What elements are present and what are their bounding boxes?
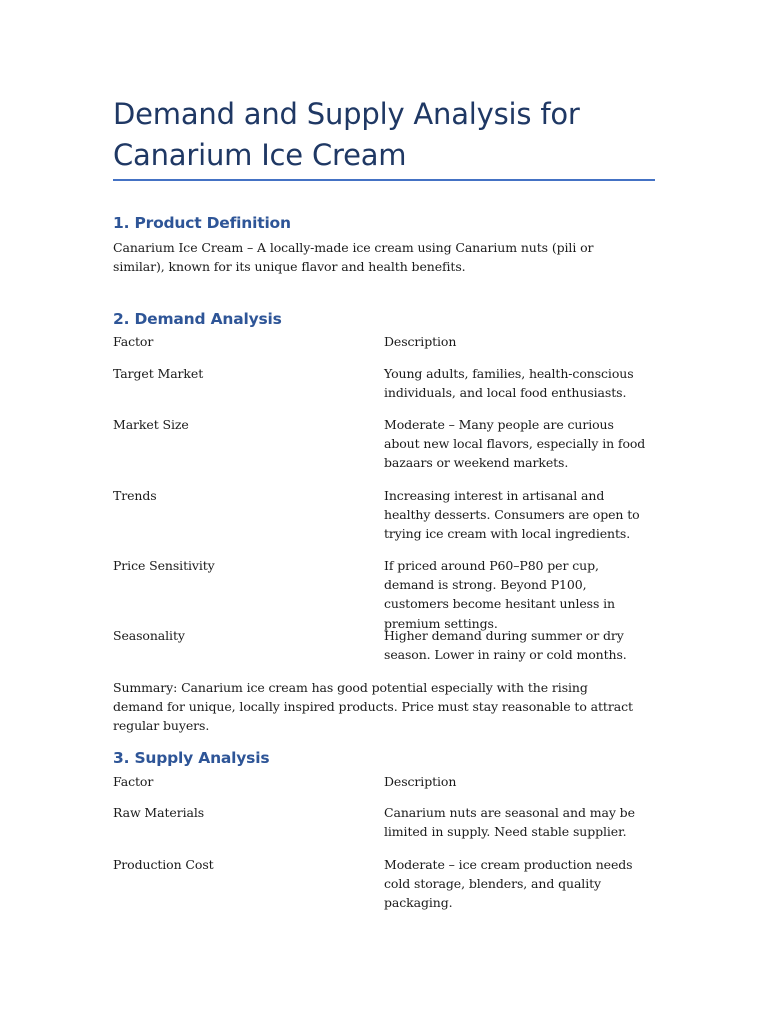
table-cell-description: Moderate – Many people are curious about new local flavors, especially in food bazaars or weekend markets.: [384, 417, 646, 471]
table-cell-description: Moderate – ice cream production needs cold storage, blenders, and quality packaging.: [384, 857, 633, 911]
title-underline: [113, 179, 655, 181]
demand-summary: Summary: Canarium ice cream has good potential especially with the rising demand for unique, locally inspired products. Price must stay reasonable to attract regular buyers.: [113, 680, 633, 734]
section-heading-product-definition: 1. Product Definition: [113, 214, 291, 232]
table-cell-factor: Market Size: [113, 417, 189, 432]
table-cell-factor: Target Market: [113, 366, 204, 381]
table-cell-factor: Trends: [113, 488, 157, 503]
table-header-factor: Factor: [113, 774, 154, 789]
table-cell-description: Canarium nuts are seasonal and may be limited in supply. Need stable supplier.: [384, 805, 635, 840]
table-cell-factor: Raw Materials: [113, 805, 205, 820]
table-cell-description: Increasing interest in artisanal and healthy desserts. Consumers are open to trying ice cream with local ingredients.: [384, 488, 640, 542]
table-cell-factor: Seasonality: [113, 628, 185, 643]
section-heading-demand-analysis: 2. Demand Analysis: [113, 310, 282, 328]
table-cell-factor: Production Cost: [113, 857, 214, 872]
table-cell-description: If priced around P60–P80 per cup, demand is strong. Beyond P100, customers become hesitant unless in premium settings.: [384, 558, 616, 631]
table-header-factor: Factor: [113, 334, 154, 349]
table-cell-description: Higher demand during summer or dry season. Lower in rainy or cold months.: [384, 628, 627, 663]
product-definition-text: Canarium Ice Cream – A locally-made ice cream using Canarium nuts (pili or similar), known for its unique flavor and health benefits.: [113, 240, 594, 275]
table-cell-factor: Price Sensitivity: [113, 558, 215, 573]
table-header-description: Description: [384, 774, 457, 789]
table-cell-description: Young adults, families, health-conscious individuals, and local food enthusiasts.: [384, 366, 634, 401]
table-header-description: Description: [384, 334, 457, 349]
document-title: Demand and Supply Analysis for Canarium Ice Cream: [113, 97, 580, 172]
section-heading-supply-analysis: 3. Supply Analysis: [113, 749, 270, 767]
